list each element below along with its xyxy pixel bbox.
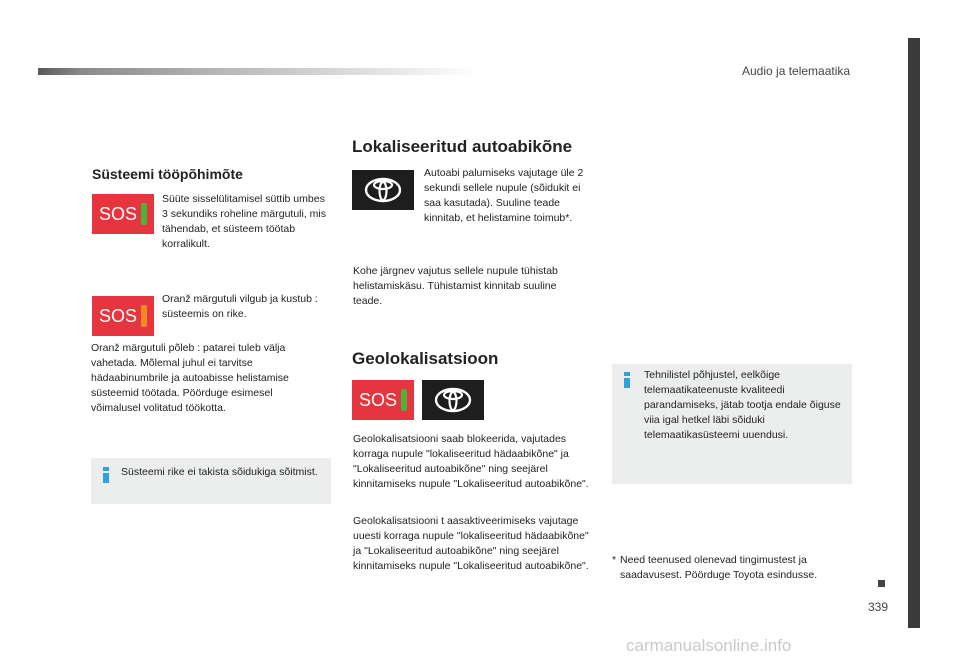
assistance-button xyxy=(352,170,414,210)
info-icon xyxy=(103,467,109,483)
orange-indicator-icon xyxy=(141,305,147,327)
info-note-right xyxy=(612,364,852,484)
watermark: carmanualsonline.info xyxy=(626,636,792,655)
chapter-title: Audio ja telemaatika xyxy=(742,64,851,78)
green-indicator-icon xyxy=(401,389,407,411)
sos-label: SOS xyxy=(98,305,137,326)
info-note-left-text: Süsteemi rike ei takista sõidukiga sõitmist. xyxy=(121,466,318,478)
sos-button-green xyxy=(92,194,154,234)
toyota-logo-icon xyxy=(433,386,473,414)
green-indicator-icon xyxy=(141,203,147,225)
geo-reactivate-paragraph: Geolokalisatsiooni t aasaktiveerimiseks vajutage uuesti korraga nupule "lokaliseeritud hädaabikõne" ja "Lokaliseeritud autoabikõne" ning seejärel kinnitamiseks nupule "Lokaliseeritud autoabikõne". xyxy=(353,515,589,572)
page-side-strip xyxy=(908,38,920,628)
info-note-left xyxy=(91,458,331,504)
cancel-text: Kohe järgnev vajutus sellele nupule tühistab helistamiskäsu. Tühistamist kinnitab suuline teade. xyxy=(353,265,558,307)
footnote-mark: * xyxy=(612,554,617,566)
sos-button-geo xyxy=(352,380,414,420)
sos-button-orange xyxy=(92,296,154,336)
assistance-button-geo xyxy=(422,380,484,420)
section-heading-assistance: Lokaliseeritud autoabikõne xyxy=(352,137,573,156)
green-indicator-text: Süüte sisselülitamisel süttib umbes 3 sekundiks roheline märgutuli, mis tähendab, et süsteem töötab korralikult. xyxy=(162,193,326,250)
geo-block-paragraph: Geolokalisatsiooni saab blokeerida, vajutades korraga nupule "lokaliseeritud hädaabikõne" ja "Lokaliseeritud autoabikõne" ning seejärel kinnitamiseks nupule "Lokaliseeritud autoabikõne". xyxy=(353,433,589,490)
toyota-logo-icon xyxy=(363,176,403,204)
info-icon xyxy=(624,372,630,388)
assistance-text: Autoabi palumiseks vajutage üle 2 sekundi sellele nupule (sõidukit ei saa kasutada). Suuline teade kinnitab, et helistamine toimub*. xyxy=(424,167,584,224)
section-heading-geolocation: Geolokalisatsioon xyxy=(352,349,499,368)
header-gradient-bar xyxy=(38,68,478,75)
page-number: 339 xyxy=(868,600,889,614)
section-heading-system: Süsteemi tööpõhimõte xyxy=(92,166,243,182)
orange-indicator-text: Oranž märgutuli vilgub ja kustub : süsteemis on rike. xyxy=(162,293,318,320)
sos-label: SOS xyxy=(358,389,397,410)
sos-label: SOS xyxy=(98,203,137,224)
page-marker xyxy=(878,580,885,587)
info-note-right-text: Tehnilistel põhjustel, eelkõige telemaatikateenuste kvaliteedi parandamiseks, jätab tootja endale õiguse viia igal hetkel läbi sõiduki telemaatikasüsteemi uuendusi. xyxy=(644,369,841,441)
footnote-text: Need teenused olenevad tingimustest ja saadavusest. Pöörduge Toyota esindusse. xyxy=(620,554,818,581)
battery-paragraph: Oranž märgutuli põleb : patarei tuleb välja vahetada. Mõlemal juhul ei tarvitse hädaabinumbrile ja autoabisse helistamise süsteemid töötada. Pöörduge esimesel võimalusel volitatud töökotta. xyxy=(91,342,289,414)
